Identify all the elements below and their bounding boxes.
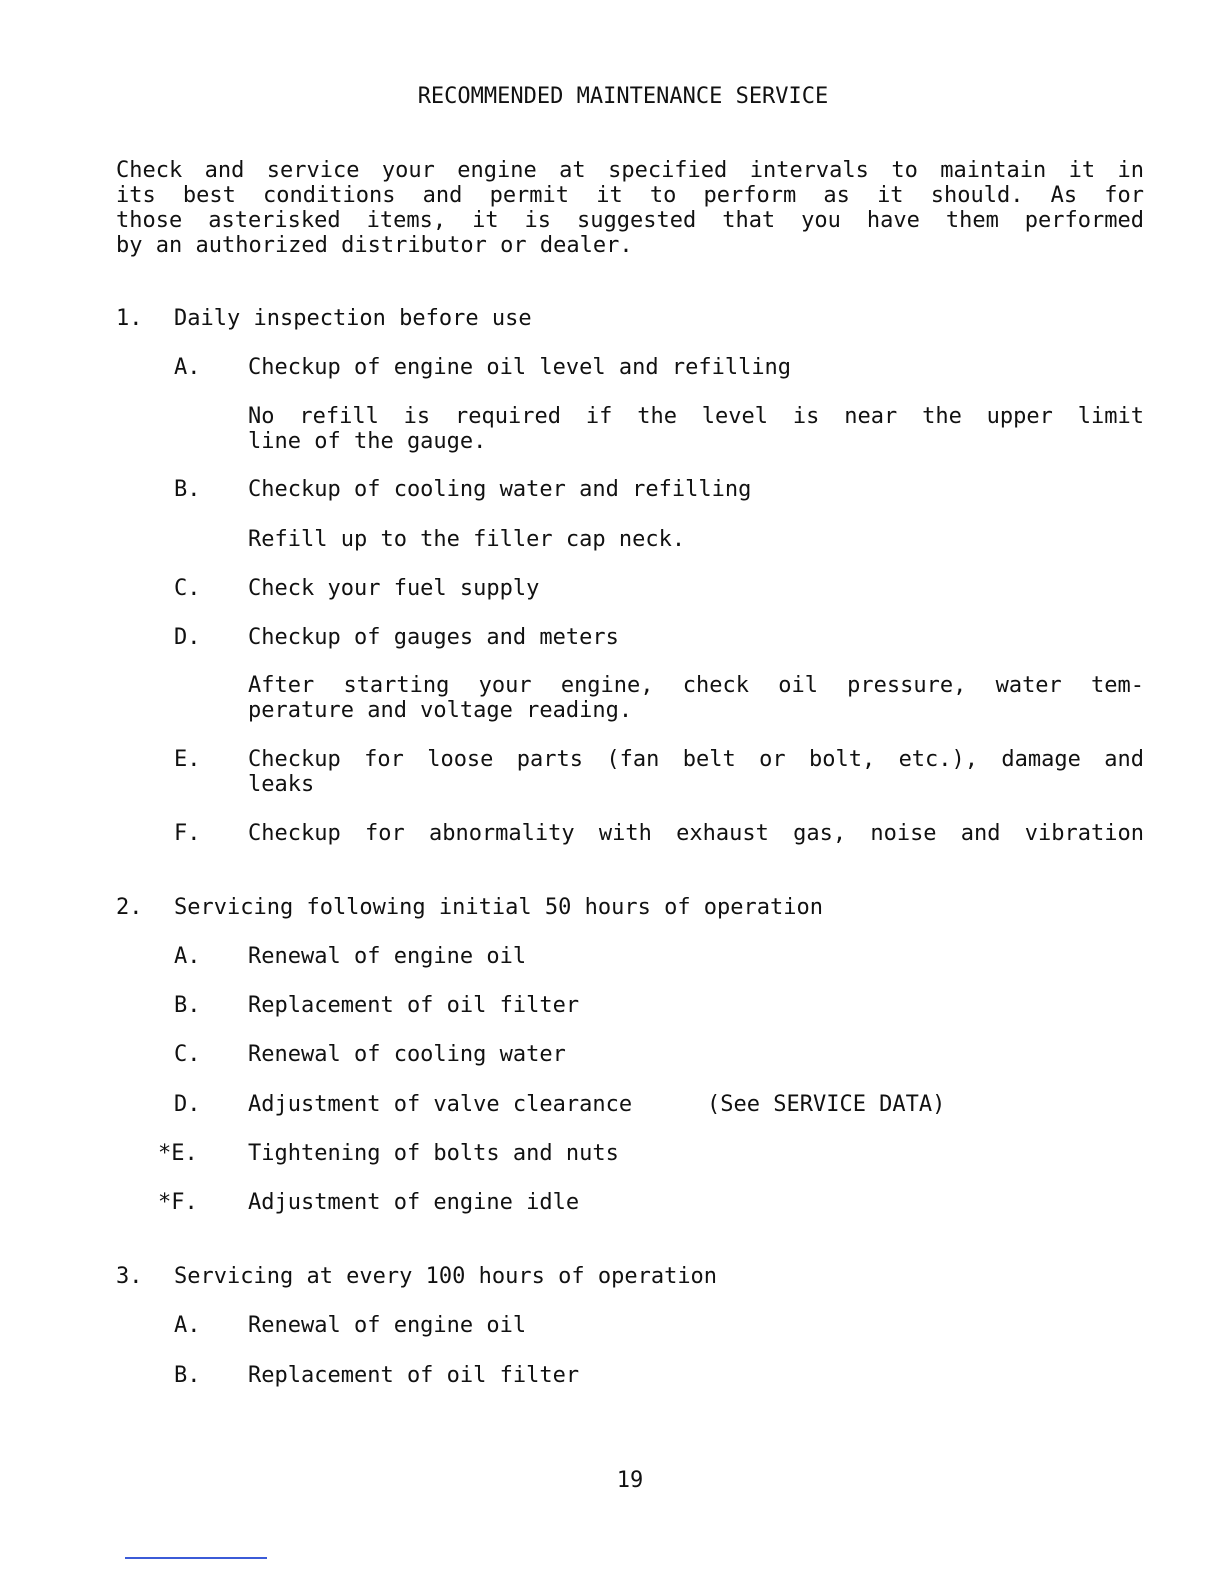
item-text: Renewal of engine oil — [248, 944, 527, 969]
item-text: Checkup of cooling water and refilling — [248, 477, 752, 502]
item-text: Checkup of engine oil level and refilling — [248, 355, 792, 380]
item-letter: A. — [174, 944, 201, 969]
intro-line: those asterisked items, it is suggested that you have them performed — [116, 208, 1144, 233]
page-number: 19 — [616, 1468, 644, 1493]
item-note: line of the gauge. — [248, 429, 487, 454]
intro-line: by an authorized distributor or dealer. — [116, 233, 633, 258]
item-letter: B. — [174, 993, 201, 1018]
section-number: 2. — [116, 895, 143, 920]
intro-line: its best conditions and permit it to perform as it should. As for — [116, 183, 1144, 208]
item-text: Checkup for loose parts (fan belt or bolt, etc.), damage and — [248, 747, 1144, 772]
item-letter: E. — [174, 747, 201, 772]
item-letter: A. — [174, 1313, 201, 1338]
footer-rule — [125, 1557, 267, 1559]
item-letter: A. — [174, 355, 201, 380]
item-letter: *F. — [158, 1190, 198, 1215]
item-letter: C. — [174, 576, 201, 601]
item-text: Checkup for abnormality with exhaust gas, noise and vibration — [248, 821, 1144, 846]
item-note: perature and voltage reading. — [248, 698, 633, 723]
item-text: Adjustment of valve clearance — [248, 1092, 633, 1117]
item-letter: *E. — [158, 1141, 198, 1166]
page-title: RECOMMENDED MAINTENANCE SERVICE — [417, 84, 829, 109]
item-letter: F. — [174, 821, 201, 846]
item-text: leaks — [248, 772, 315, 797]
item-letter: D. — [174, 625, 201, 650]
item-letter: B. — [174, 477, 201, 502]
item-text: Checkup of gauges and meters — [248, 625, 619, 650]
item-text: Renewal of engine oil — [248, 1313, 527, 1338]
item-text: Renewal of cooling water — [248, 1042, 566, 1067]
item-letter: D. — [174, 1092, 201, 1117]
section-title: Daily inspection before use — [174, 306, 532, 331]
service-data-reference: (See SERVICE DATA) — [707, 1092, 946, 1117]
section-number: 3. — [116, 1264, 143, 1289]
item-text: Check your fuel supply — [248, 576, 540, 601]
item-text: Replacement of oil filter — [248, 1363, 580, 1388]
section-title: Servicing at every 100 hours of operation — [174, 1264, 718, 1289]
section-number: 1. — [116, 306, 143, 331]
item-letter: B. — [174, 1363, 201, 1388]
item-text: Adjustment of engine idle — [248, 1190, 580, 1215]
item-text: Tightening of bolts and nuts — [248, 1141, 619, 1166]
item-note: No refill is required if the level is near the upper limit — [248, 404, 1144, 429]
item-note: Refill up to the filler cap neck. — [248, 527, 686, 552]
intro-line: Check and service your engine at specified intervals to maintain it in — [116, 158, 1144, 183]
item-letter: C. — [174, 1042, 201, 1067]
item-text: Replacement of oil filter — [248, 993, 580, 1018]
section-title: Servicing following initial 50 hours of operation — [174, 895, 824, 920]
item-note: After starting your engine, check oil pressure, water tem- — [248, 673, 1144, 698]
